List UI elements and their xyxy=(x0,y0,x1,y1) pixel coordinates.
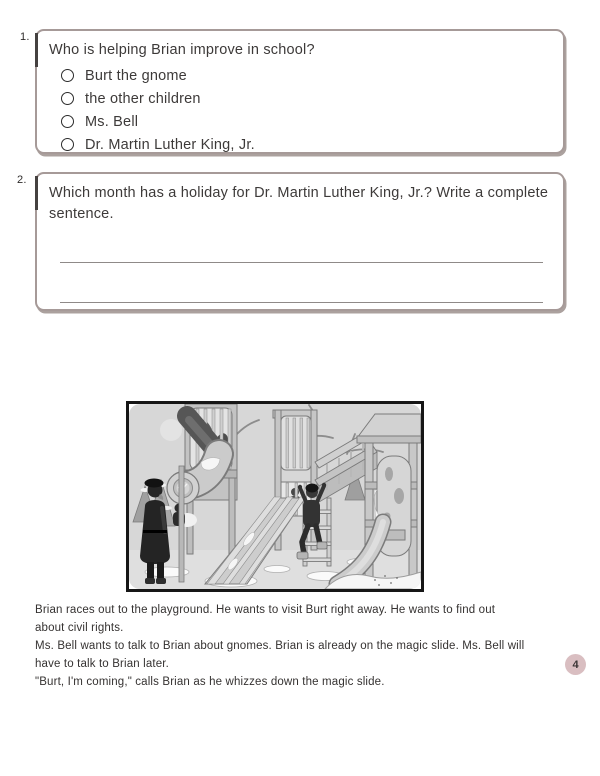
passage-line: about civil rights. xyxy=(35,622,124,634)
passage-line: "Burt, I'm coming," calls Brian as he whizzes down the magic slide. xyxy=(35,676,385,688)
beret-hat xyxy=(145,479,164,488)
question-2-box xyxy=(35,172,565,311)
question-prompt: Which month has a holiday for Dr. Martin Luther King, Jr.? Write a complete sentence. xyxy=(49,185,549,222)
option-label: Burt the gnome xyxy=(85,67,187,84)
answer-option[interactable] xyxy=(61,64,563,87)
radio-button-icon[interactable] xyxy=(61,138,74,151)
answer-line[interactable] xyxy=(60,262,543,263)
answer-option[interactable] xyxy=(61,87,563,110)
answer-option[interactable] xyxy=(61,110,563,133)
radio-button-icon[interactable] xyxy=(61,69,74,82)
passage-line: Ms. Bell wants to talk to Brian about gnomes. Brian is already on the magic slide. Ms. Bell will xyxy=(35,640,525,652)
option-label: Dr. Martin Luther King, Jr. xyxy=(85,136,255,153)
question-1-box xyxy=(35,29,565,154)
radio-button-icon[interactable] xyxy=(61,92,74,105)
page-number: 4 xyxy=(572,658,579,671)
option-label: Ms. Bell xyxy=(85,113,139,130)
sun-icon xyxy=(160,419,182,441)
playground-scene xyxy=(129,404,421,589)
question-number: 2. xyxy=(17,174,27,186)
question-number: 1. xyxy=(20,31,30,43)
question-prompt: Who is helping Brian improve in school? xyxy=(49,42,315,58)
option-label: the other children xyxy=(85,90,201,107)
answer-line[interactable] xyxy=(60,302,543,303)
answer-option[interactable] xyxy=(61,133,563,156)
beanie-hat xyxy=(306,484,319,493)
passage-text xyxy=(35,601,524,691)
page-number-badge xyxy=(565,654,586,675)
passage-line: have to talk to Brian later. xyxy=(35,658,169,670)
playground-illustration xyxy=(126,401,424,592)
radio-button-icon[interactable] xyxy=(61,115,74,128)
passage-line: Brian races out to the playground. He wants to visit Burt right away. He wants to find out xyxy=(35,604,496,616)
